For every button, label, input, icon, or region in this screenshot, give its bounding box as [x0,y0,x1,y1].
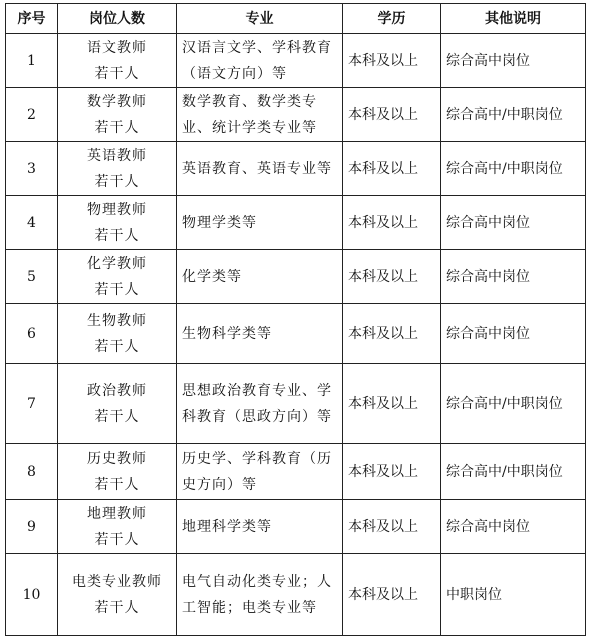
post-name: 政治教师 [87,382,147,399]
header-education: 学历 [343,4,441,34]
post-cell [58,500,177,554]
education-cell: 本科及以上 [343,364,441,444]
note-cell: 中职岗位 [441,554,586,636]
post-count: 若干人 [94,281,140,298]
note-cell: 综合高中/中职岗位 [441,142,586,196]
education-cell: 本科及以上 [343,142,441,196]
row-number: 1 [6,34,58,88]
post-cell [58,444,177,500]
table-row [6,554,586,636]
education-cell: 本科及以上 [343,444,441,500]
header-note: 其他说明 [441,4,586,34]
row-number: 10 [6,554,58,636]
recruitment-table [5,3,586,636]
major-cell: 英语教育、英语专业等 [177,142,343,196]
post-count: 若干人 [94,338,140,355]
education-cell: 本科及以上 [343,500,441,554]
post-name: 语文教师 [87,39,147,56]
recruitment-table-container [5,3,586,636]
post-name: 化学教师 [87,255,147,272]
note-cell: 综合高中岗位 [441,304,586,364]
post-cell [58,196,177,250]
table-row [6,88,586,142]
table-row [6,444,586,500]
note-cell: 综合高中岗位 [441,250,586,304]
row-number: 5 [6,250,58,304]
post-count: 若干人 [94,476,140,493]
row-number: 6 [6,304,58,364]
table-row [6,304,586,364]
major-cell: 汉语言文学、学科教育（语文方向）等 [177,34,343,88]
table-row [6,142,586,196]
education-cell: 本科及以上 [343,34,441,88]
post-count: 若干人 [94,65,140,82]
note-cell: 综合高中/中职岗位 [441,444,586,500]
education-cell: 本科及以上 [343,196,441,250]
row-number: 9 [6,500,58,554]
major-cell: 地理科学类等 [177,500,343,554]
post-name: 英语教师 [87,147,147,164]
education-cell: 本科及以上 [343,554,441,636]
post-count: 若干人 [94,599,140,616]
post-name: 电类专业教师 [72,573,162,590]
post-cell [58,142,177,196]
table-row [6,364,586,444]
major-cell: 历史学、学科教育（历史方向）等 [177,444,343,500]
post-cell [58,88,177,142]
note-cell: 综合高中/中职岗位 [441,364,586,444]
post-name: 数学教师 [87,93,147,110]
post-name: 历史教师 [87,450,147,467]
post-count: 若干人 [94,408,140,425]
major-cell: 物理学类等 [177,196,343,250]
post-count: 若干人 [94,227,140,244]
post-cell [58,304,177,364]
post-name: 物理教师 [87,201,147,218]
post-cell [58,554,177,636]
row-number: 8 [6,444,58,500]
note-cell: 综合高中/中职岗位 [441,88,586,142]
note-cell: 综合高中岗位 [441,500,586,554]
note-cell: 综合高中岗位 [441,34,586,88]
header-no: 序号 [6,4,58,34]
note-cell: 综合高中岗位 [441,196,586,250]
table-row [6,34,586,88]
education-cell: 本科及以上 [343,88,441,142]
row-number: 3 [6,142,58,196]
post-name: 生物教师 [87,312,147,329]
row-number: 4 [6,196,58,250]
post-name: 地理教师 [87,505,147,522]
post-cell [58,364,177,444]
major-cell: 数学教育、数学类专业、统计学类专业等 [177,88,343,142]
header-post: 岗位人数 [58,4,177,34]
major-cell: 生物科学类等 [177,304,343,364]
major-cell: 电气自动化类专业；人工智能；电类专业等 [177,554,343,636]
header-major: 专业 [177,4,343,34]
row-number: 7 [6,364,58,444]
major-cell: 思想政治教育专业、学科教育（思政方向）等 [177,364,343,444]
post-count: 若干人 [94,173,140,190]
post-cell [58,250,177,304]
education-cell: 本科及以上 [343,250,441,304]
education-cell: 本科及以上 [343,304,441,364]
post-count: 若干人 [94,119,140,136]
major-cell: 化学类等 [177,250,343,304]
table-row [6,196,586,250]
post-count: 若干人 [94,531,140,548]
row-number: 2 [6,88,58,142]
table-header-row [6,4,586,34]
post-cell [58,34,177,88]
table-row [6,500,586,554]
table-row [6,250,586,304]
